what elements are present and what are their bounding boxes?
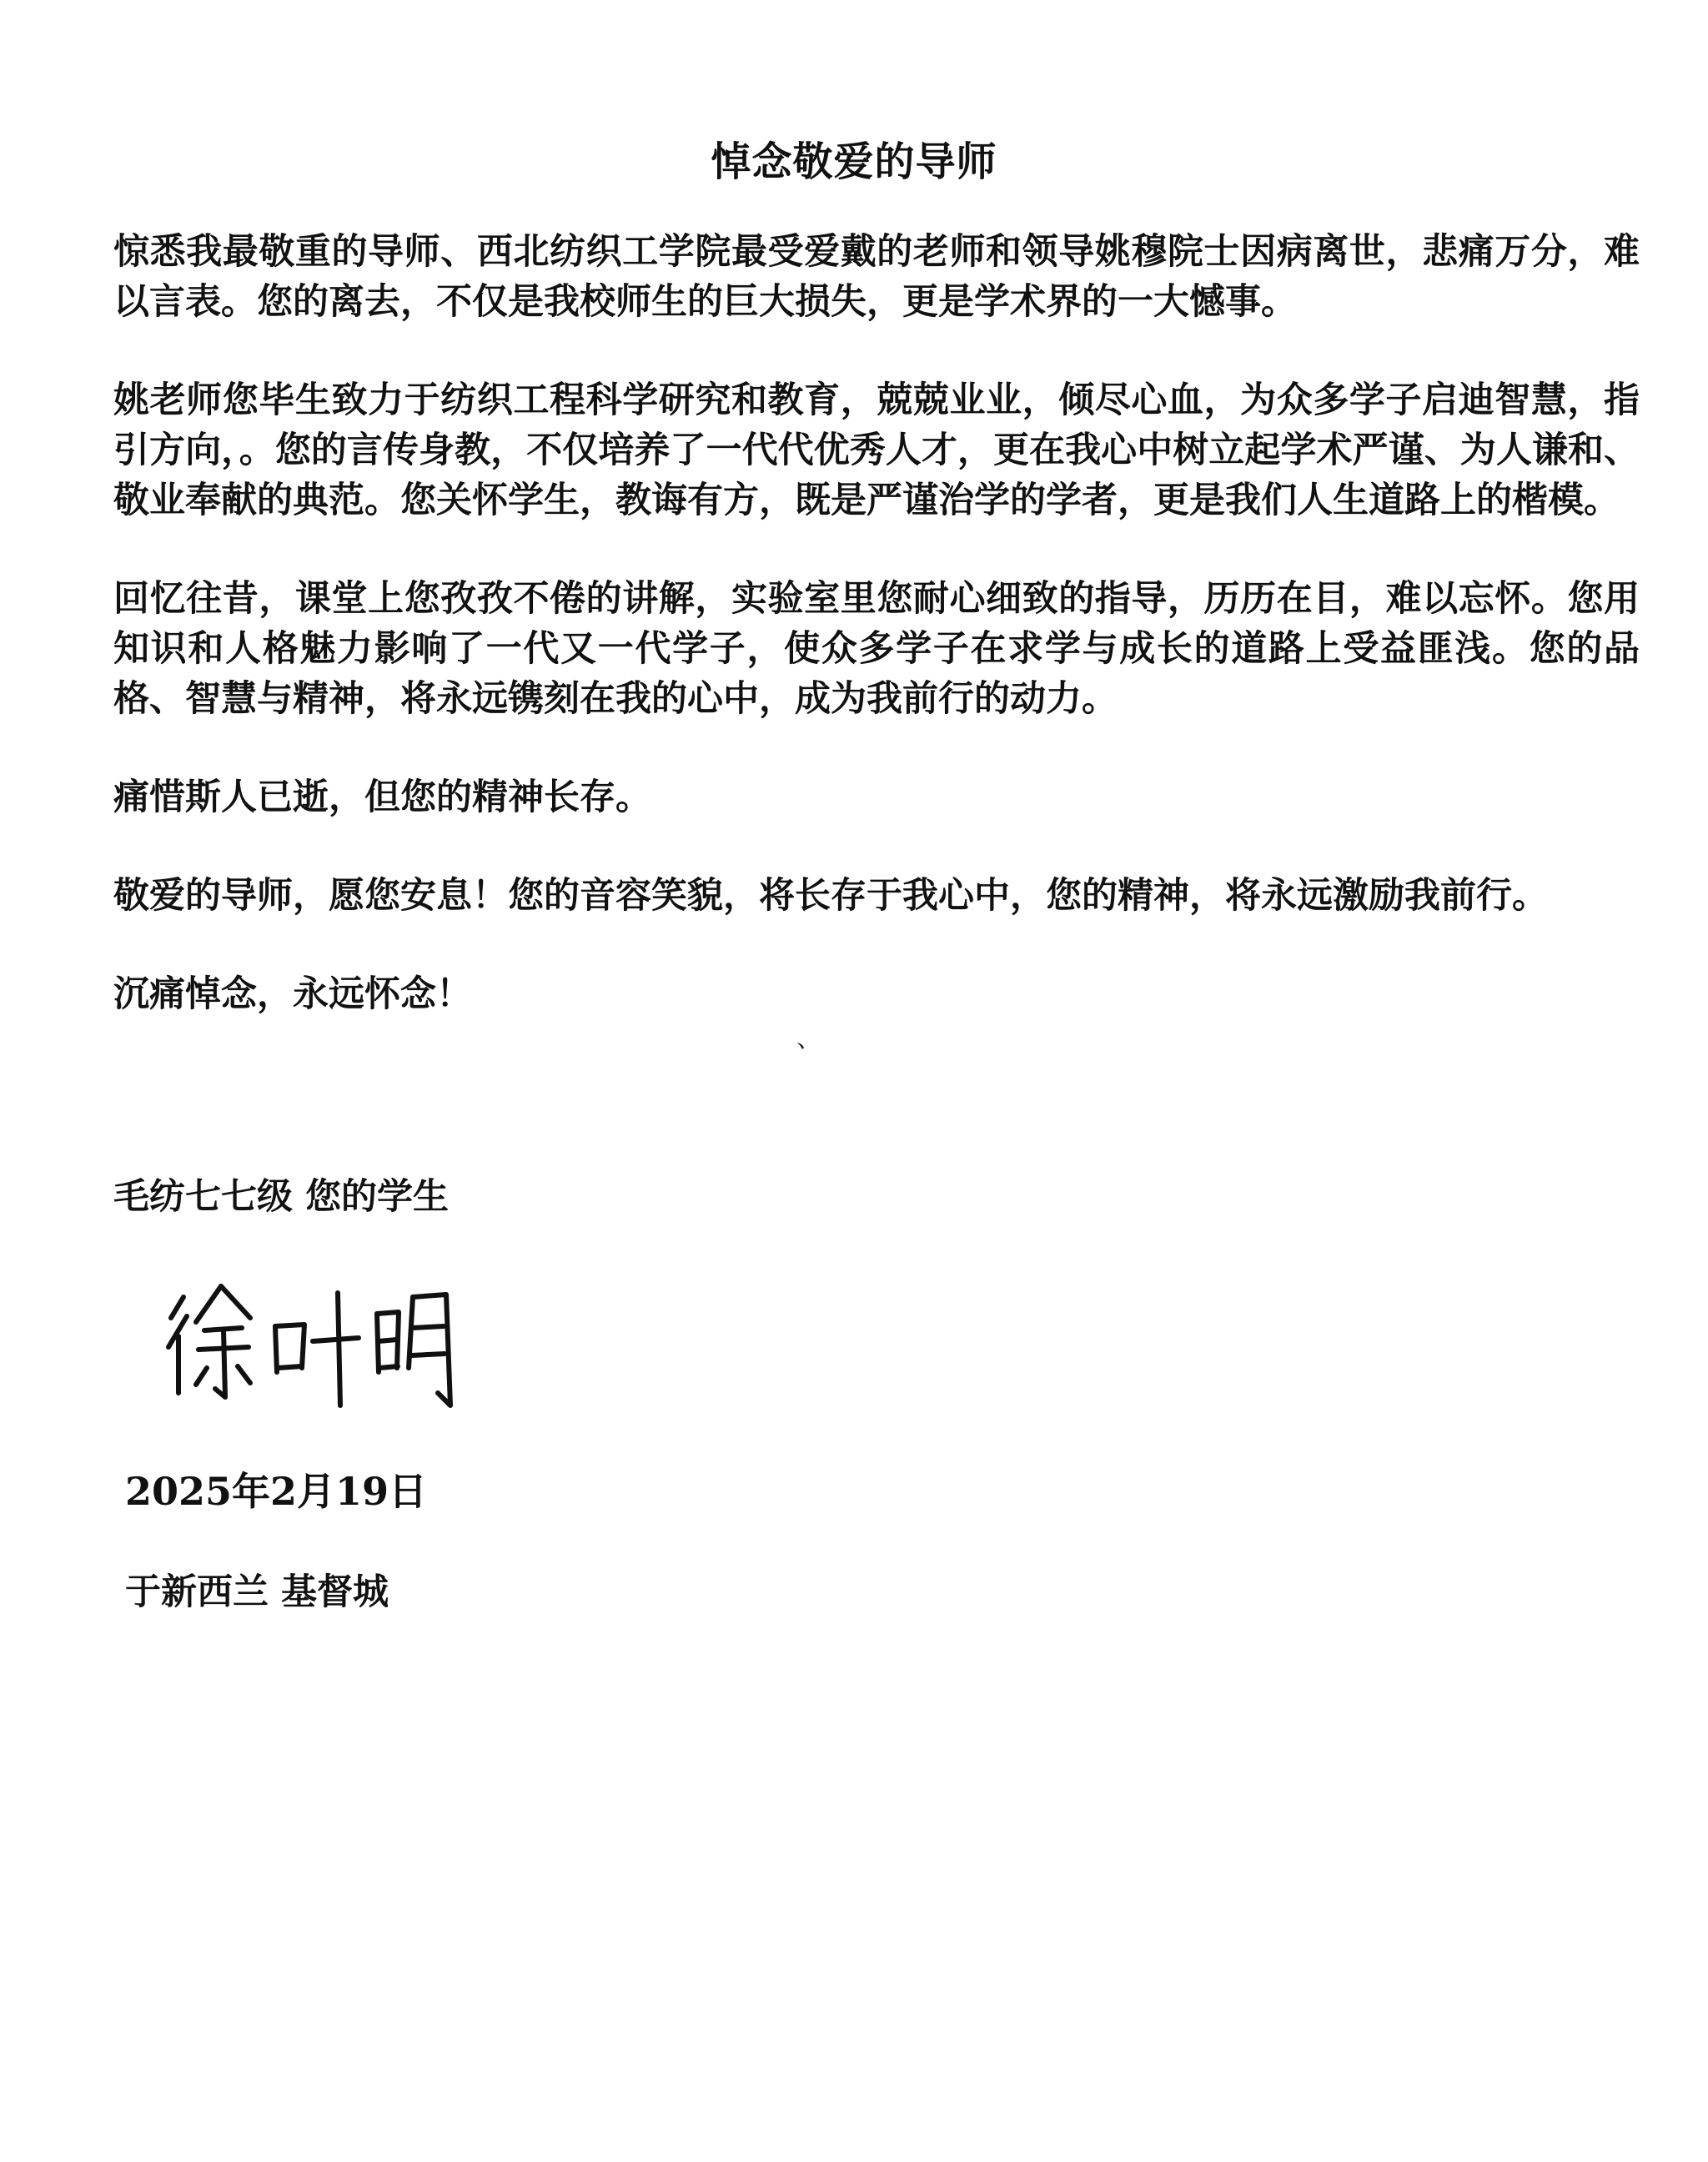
paragraph-6: 沉痛悼念，永远怀念！ [113,973,472,1015]
paragraph-4: 痛惜斯人已逝，但您的精神长存。 [113,777,651,818]
paragraph-2: 姚老师您毕生致力于纺织工程科学研究和教育，兢兢业业，倾尽心血，为众多学子启迪智慧，指引方向，。您的言传身教，不仅培养了一代代优秀人才，更在我心中树立起学术严谨、为人谦和、敬业奉献的典范。您关怀学生，教诲有方，既是严谨治学的学者，更是我们人生道路上的楷模。 [113,380,1640,521]
paragraph-5: 敬爱的导师，愿您安息！您的音容笑貌，将长存于我心中，您的精神，将永远激励我前行。 [113,875,1548,917]
sender-line: 毛纺七七级 您的学生 [113,1176,449,1218]
letter-body [113,227,1640,1068]
letter-title: 悼念敬爱的导师 [711,138,997,185]
letter-place: 于新西兰 基督城 [125,1571,389,1613]
handwritten-signature [158,1268,492,1418]
sender-block [113,1172,864,1222]
stray-mark: 、 [796,1024,821,1053]
letter-date: 2025年2月19日 [125,1469,428,1514]
paragraph-3: 回忆往昔，课堂上您孜孜不倦的讲解，实验室里您耐心细致的指导，历历在目，难以忘怀。您用知识和人格魅力影响了一代又一代学子，使众多学子在求学与成长的道路上受益匪浅。您的品格、智慧与精神，将永远镌刻在我的心中，成为我前行的动力。 [113,578,1640,720]
paragraph-1: 惊悉我最敬重的导师、西北纺织工学院最受爱戴的老师和领导姚穆院士因病离世，悲痛万分，难以言表。您的离去，不仅是我校师生的巨大损失，更是学术界的一大憾事。 [113,231,1640,323]
